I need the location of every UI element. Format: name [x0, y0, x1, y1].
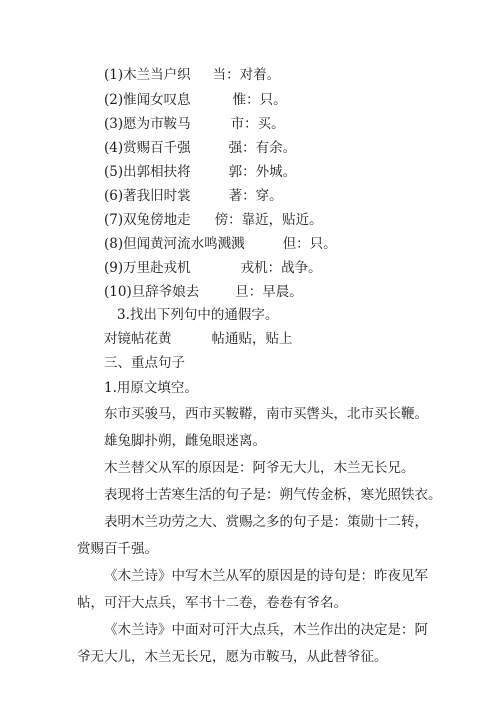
tongjia-gloss: 帖通贴，贴上 — [211, 331, 293, 347]
fill-heading: 1.用原文填空。 — [104, 380, 198, 396]
definition-gloss: 著：穿。 — [228, 188, 283, 204]
definition-gloss: 傍：靠近，贴近。 — [214, 212, 323, 228]
sentence-line: 《木兰诗》中写木兰从军的原因是的诗句是：昨夜见军 — [104, 568, 428, 584]
definition-item — [104, 283, 303, 301]
definition-number: (9) — [104, 260, 124, 276]
definition-phrase: 旦辞爷娘去 — [131, 284, 200, 300]
definition-gloss: 当：对着。 — [212, 67, 281, 83]
definition-number: (6) — [104, 188, 124, 204]
definition-number: (4) — [104, 140, 124, 156]
definition-phrase: 惟闻女叹息 — [123, 92, 191, 108]
definition-item — [104, 235, 337, 253]
definition-gloss: 惟：只。 — [232, 92, 287, 108]
definition-number: (8) — [104, 236, 124, 252]
sentence-line: 表明木兰功劳之大、赏赐之多的句子是：策勋十二转， — [104, 514, 428, 530]
definition-phrase: 木兰当户织 — [123, 67, 191, 83]
definition-item — [104, 163, 296, 181]
sentence-line: 表现将士苦寒生活的句子是：朔气传金柝，寒光照铁衣。 — [104, 487, 442, 503]
definition-phrase: 出郭相扶将 — [123, 164, 191, 180]
sentence-line: 木兰替父从军的原因是：阿爷无大儿，木兰无长兄。 — [104, 460, 415, 476]
definition-number: (3) — [104, 116, 124, 132]
definition-number: (2) — [104, 92, 124, 108]
definition-item — [104, 91, 287, 109]
definition-gloss: 旦：早晨。 — [235, 284, 303, 300]
definition-item — [104, 211, 323, 229]
definition-number: (5) — [104, 164, 124, 180]
definition-phrase: 赏赐百千强 — [123, 140, 191, 156]
tongjia-phrase: 对镜帖花黄 — [104, 331, 172, 347]
definition-number: (10) — [104, 284, 132, 300]
tongjia-item — [104, 330, 293, 348]
definition-item — [104, 115, 285, 133]
sentence-line: 帖，可汗大点兵，军书十二卷，卷卷有爷名。 — [77, 595, 347, 611]
sentence-line: 爷无大儿，木兰无长兄，愿为市鞍马，从此替爷征。 — [77, 649, 388, 665]
definition-item — [104, 187, 283, 205]
definition-number: (1) — [104, 67, 124, 83]
definition-phrase: 万里赴戎机 — [123, 260, 191, 276]
sentence-line: 赏赐百千强。 — [77, 541, 158, 557]
sentence-line: 东市买骏马，西市买鞍鞯，南市买辔头，北市买长鞭。 — [104, 406, 428, 422]
definition-phrase: 但闻黄河流水鸣溅溅 — [123, 236, 245, 252]
definition-gloss: 强：有余。 — [228, 140, 297, 156]
definition-gloss: 郭：外城。 — [228, 164, 297, 180]
sentence-line: 雄兔脚扑朔，雌兔眼迷离。 — [104, 433, 266, 449]
definition-number: (7) — [104, 212, 124, 228]
definition-item — [104, 66, 280, 84]
definition-phrase: 双兔傍地走 — [123, 212, 191, 228]
definition-gloss: 戎机：战争。 — [240, 260, 322, 276]
definition-phrase: 著我旧时裳 — [123, 188, 191, 204]
section-title: 三、重点句子 — [104, 355, 185, 371]
sentence-line: 《木兰诗》中面对可汗大点兵，木兰作出的决定是：阿 — [104, 622, 428, 638]
definition-item — [104, 139, 296, 157]
definition-phrase: 愿为市鞍马 — [123, 116, 191, 132]
definition-gloss: 市：买。 — [230, 116, 285, 132]
definition-gloss: 但：只。 — [282, 236, 337, 252]
definition-item — [104, 259, 322, 277]
tongjia-heading: 3.找出下列句中的通假字。 — [117, 307, 279, 323]
